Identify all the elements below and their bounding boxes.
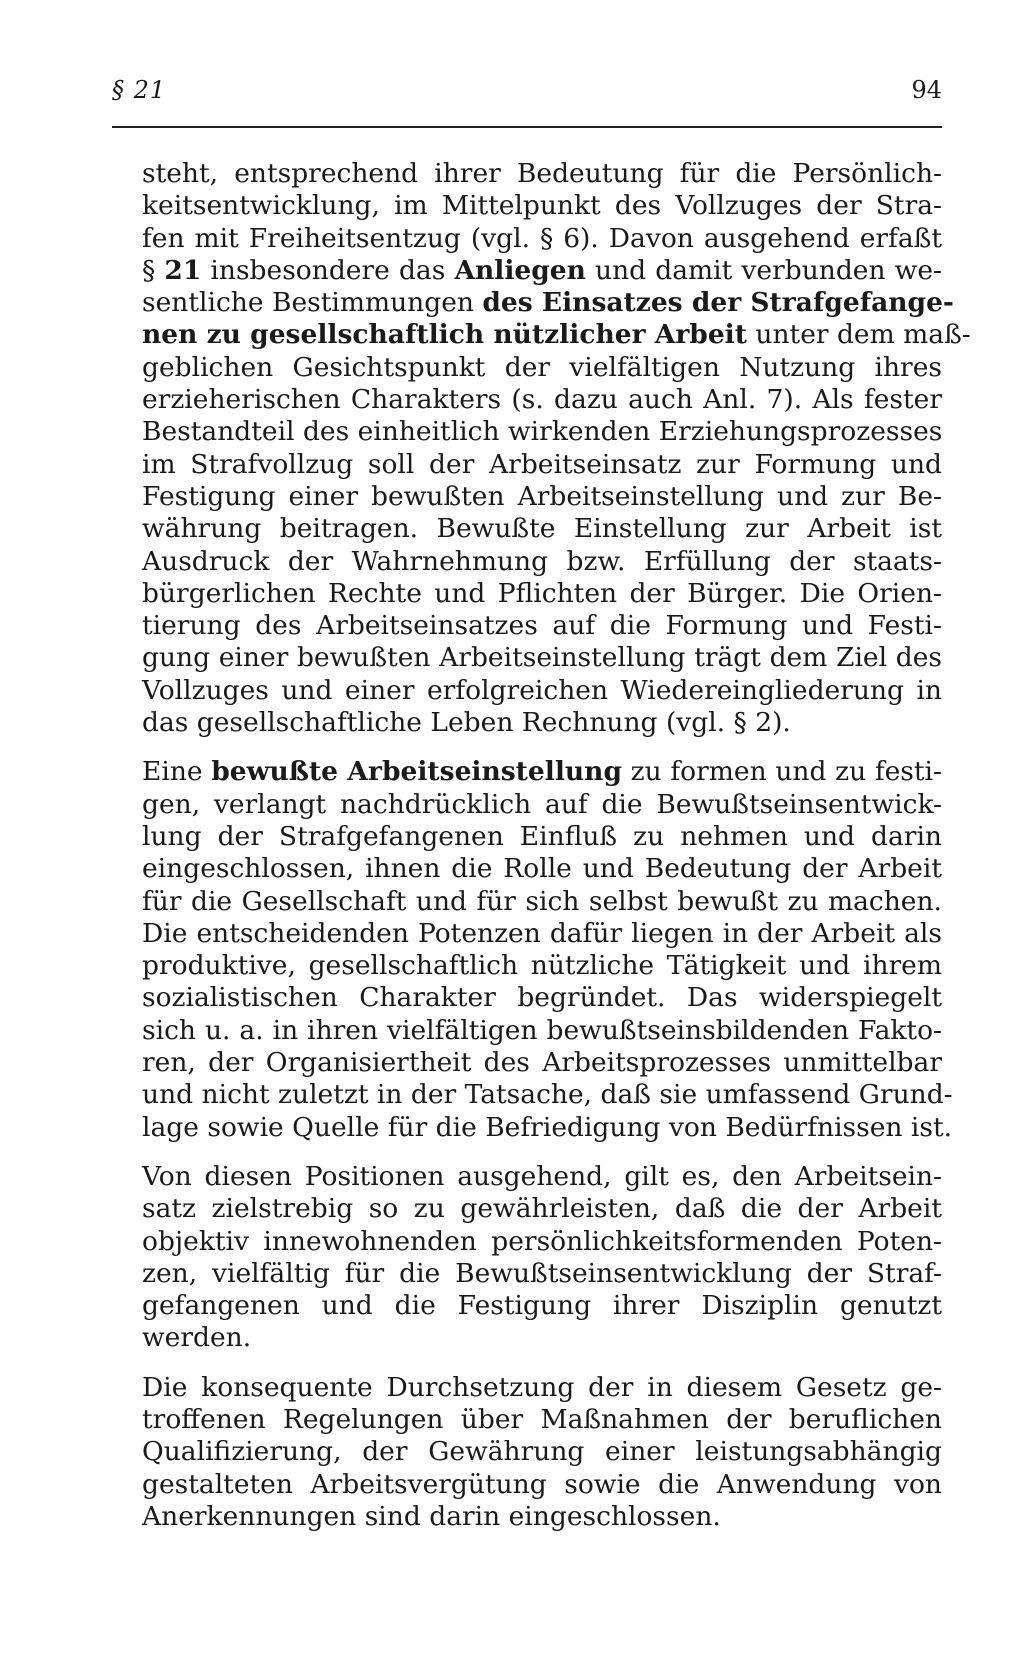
text-run: insbesondere das	[201, 254, 455, 286]
text-line	[142, 950, 942, 982]
text-line	[142, 886, 942, 918]
page-number: 94	[911, 76, 942, 104]
bold-text: Anliegen	[454, 254, 586, 286]
bold-text: 21	[164, 254, 202, 286]
bold-text: bewußte Arbeitseinstellung	[211, 756, 622, 788]
text-line	[142, 982, 942, 1014]
text-line	[142, 1290, 942, 1322]
text-run: lung der Strafgefangenen Einfluß zu nehmen und darin	[142, 820, 942, 852]
text-line	[142, 1015, 942, 1047]
text-line	[142, 853, 942, 885]
text-line	[142, 416, 942, 448]
text-run: lage sowie Quelle für die Befriedigung von Bedürfnissen ist.	[142, 1111, 953, 1143]
text-run: währung beitragen. Bewußte Einstellung zur Arbeit ist	[142, 513, 942, 545]
text-run: gefangenen und die Festigung ihrer Disziplin genutzt	[142, 1290, 942, 1322]
text-run: troffenen Regelungen über Maßnahmen der beruflichen	[142, 1403, 942, 1435]
text-run: sentliche Bestimmungen	[142, 287, 483, 319]
text-line	[142, 756, 942, 788]
text-line	[142, 449, 942, 481]
text-line	[142, 675, 942, 707]
text-run: Die entscheidenden Potenzen dafür liegen in der Arbeit als	[142, 917, 942, 949]
text-run: gestalteten Arbeitsvergütung sowie die Anwendung von	[142, 1468, 942, 1500]
text-run: sozialistischen Charakter begründet. Das widerspiegelt	[142, 982, 942, 1014]
text-run: zu formen und zu festi-	[621, 756, 942, 788]
text-line	[142, 642, 942, 674]
text-line	[142, 352, 942, 384]
text-line	[142, 1372, 942, 1404]
text-run: produktive, gesellschaftlich nützliche Tätigkeit und ihrem	[142, 950, 942, 982]
text-line	[142, 1226, 942, 1258]
text-run: steht, entsprechend ihrer Bedeutung für die Persönlich-	[142, 158, 942, 189]
text-run: Anerkennungen sind darin eingeschlossen.	[142, 1500, 721, 1532]
text-line	[142, 1501, 942, 1533]
body-text	[142, 158, 971, 1550]
bold-text: nen zu gesellschaftlich nützlicher Arbeit	[142, 319, 747, 351]
text-run: und nicht zuletzt in der Tatsache, daß sie umfassend Grund-	[142, 1079, 953, 1111]
text-run: tierung des Arbeitseinsatzes auf die Formung und Festi-	[142, 610, 942, 642]
text-run: geblichen Gesichtspunkt der vielfältigen Nutzung ihres	[142, 351, 942, 383]
text-run: Festigung einer bewußten Arbeitseinstellung und zur Be-	[142, 480, 942, 512]
text-line	[142, 546, 942, 578]
section-reference: § 21	[112, 76, 167, 104]
text-run: Qualifizierung, der Gewährung einer leistungsabhängig	[142, 1436, 942, 1468]
text-line	[142, 789, 942, 821]
text-run: bürgerlichen Rechte und Pflichten der Bürger. Die Orien-	[142, 577, 942, 609]
paragraph	[142, 1161, 942, 1355]
text-run: Vollzuges und einer erfolgreichen Wiedereingliederung in	[142, 674, 942, 706]
text-run: fen mit Freiheitsentzug (vgl. § 6). Davon ausgehend erfaßt	[142, 222, 942, 254]
text-run: ren, der Organisiertheit des Arbeitsprozesses unmittelbar	[142, 1047, 942, 1079]
text-line	[142, 1111, 953, 1144]
text-run: im Strafvollzug soll der Arbeitseinsatz zur Formung und	[142, 448, 942, 480]
text-line	[142, 158, 942, 190]
text-run: keitsentwicklung, im Mittelpunkt des Vollzuges der Stra-	[142, 190, 942, 222]
page-header	[112, 76, 942, 116]
text-line	[142, 190, 942, 222]
text-run: gung einer bewußten Arbeitseinstellung trägt dem Ziel des	[142, 642, 942, 674]
paragraph	[142, 158, 971, 739]
text-run: unter dem maß-	[746, 319, 971, 351]
text-run: satz zielstrebig so zu gewährleisten, daß die der Arbeit	[142, 1193, 942, 1225]
text-run: und damit verbunden we-	[585, 254, 942, 286]
text-run: objektiv innewohnenden persönlichkeitsformenden Poten-	[142, 1225, 942, 1257]
text-run: zen, vielfältig für die Bewußtseinsentwicklung der Straf-	[142, 1257, 942, 1289]
paragraph	[142, 1372, 942, 1533]
text-line	[142, 1079, 953, 1111]
text-line	[142, 707, 942, 739]
text-run: §	[142, 254, 165, 286]
text-line	[142, 1404, 942, 1436]
header-rule	[112, 126, 942, 128]
text-run: Eine	[142, 756, 212, 788]
text-line	[142, 384, 942, 416]
text-line	[142, 918, 942, 950]
text-run: das gesellschaftliche Leben Rechnung (vgl. § 2).	[142, 707, 791, 739]
text-line	[142, 319, 971, 351]
text-run: Ausdruck der Wahrnehmung bzw. Erfüllung der staats-	[142, 545, 942, 577]
text-run: Die konsequente Durchsetzung der in diesem Gesetz ge-	[142, 1371, 942, 1403]
text-line	[142, 1258, 942, 1290]
text-line	[142, 481, 942, 513]
text-line	[142, 578, 942, 610]
text-run: erzieherischen Charakters (s. dazu auch Anl. 7). Als fester	[142, 384, 942, 416]
paragraph	[142, 756, 953, 1144]
text-line	[142, 1161, 942, 1193]
text-line	[142, 513, 942, 545]
text-line	[142, 1469, 942, 1501]
text-run: werden.	[142, 1322, 252, 1354]
text-run: gen, verlangt nachdrücklich auf die Bewußtseinsentwick-	[142, 788, 942, 820]
text-line	[142, 821, 942, 853]
text-run: sich u. a. in ihren vielfältigen bewußtseinsbildenden Fakto-	[142, 1014, 942, 1046]
bold-text: des Einsatzes der Strafgefange-	[482, 287, 954, 319]
text-line	[142, 287, 954, 319]
text-line	[142, 610, 942, 642]
text-line	[142, 223, 942, 255]
text-line	[142, 1436, 942, 1468]
text-line	[142, 1322, 942, 1354]
text-run: eingeschlossen, ihnen die Rolle und Bedeutung der Arbeit	[142, 853, 942, 885]
text-run: Bestandteil des einheitlich wirkenden Erziehungsprozesses	[142, 416, 943, 448]
text-line	[142, 1193, 942, 1225]
text-run: für die Gesellschaft und für sich selbst bewußt zu machen.	[142, 885, 942, 917]
text-line	[142, 1047, 942, 1079]
text-run: Von diesen Positionen ausgehend, gilt es, den Arbeitsein-	[142, 1160, 942, 1192]
text-line	[142, 255, 942, 287]
